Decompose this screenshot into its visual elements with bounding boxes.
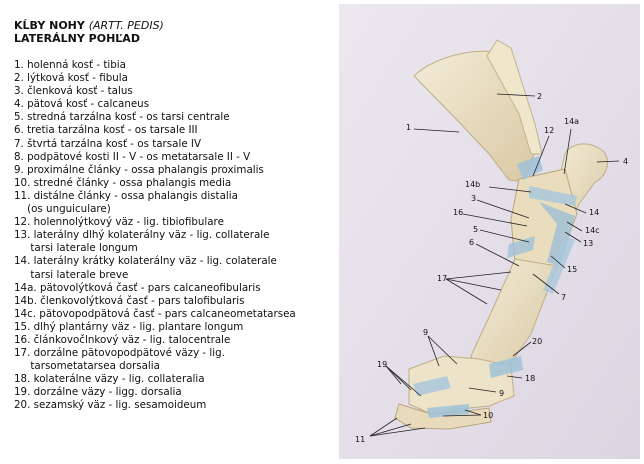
label-5: 5 [473, 225, 479, 234]
title-main: KĹBY NOHY [14, 19, 85, 32]
legend-item: 4. pätová kosť - calcaneus [14, 98, 150, 111]
legend-item: 19. dorzálne väzy - ligg. dorsalia [14, 386, 182, 399]
legend-item: 16. článkovočlnkový väz - lig. talocentrale [14, 333, 231, 346]
legend-item: 5. stredná tarzálna kosť - os tarsi centrale [14, 111, 230, 124]
label-12: 12 [544, 126, 555, 135]
legend-item: 12. holennolýtkový väz - lig. tibiofibulare [14, 216, 224, 229]
legend-item: 11. distálne články - ossa phalangis distalia [14, 189, 238, 202]
legend-item: 9. proximálne články - ossa phalangis proximalis [14, 163, 264, 176]
legend-item: 20. sezamský väz - lig. sesamoideum [14, 399, 207, 412]
label-19: 19 [377, 360, 388, 369]
label-1: 1 [406, 123, 412, 132]
legend-item: 14b. členkovolýtková časť - pars talofibularis [14, 294, 245, 307]
legend-item: 14. laterálny krátky kolaterálny väz - lig. colaterale [14, 255, 277, 268]
label-11: 11 [355, 435, 366, 444]
legend-item: 17. dorzálne pätovopodpätové väzy - lig. [14, 347, 225, 360]
legend-item: 13. laterálny dlhý kolaterálny väz - lig. collaterale [14, 229, 270, 242]
label-15: 15 [567, 265, 578, 274]
label-7: 7 [561, 293, 567, 302]
label-14b: 14b [465, 180, 481, 189]
legend-item: 15. dlhý plantárny väz - lig. plantare longum [14, 320, 244, 333]
page-subtitle: LATERÁLNY POHĽAD [14, 32, 140, 45]
label-9-lower: 9 [499, 389, 505, 398]
label-18: 18 [525, 374, 536, 383]
legend-item: (os unguiculare) [14, 203, 111, 216]
legend-item: 1. holenná kosť - tibia [14, 59, 126, 71]
label-14c: 14c [585, 226, 600, 235]
legend-panel [14, 19, 332, 413]
label-10: 10 [483, 411, 494, 420]
legend-item: 14c. pätovopodpätová časť - pars calcaneometatarsea [14, 307, 296, 320]
legend-list [14, 59, 332, 413]
legend-item: 8. podpätové kosti II - V - os metatarsale II - V [14, 150, 251, 163]
label-14: 14 [589, 208, 600, 217]
label-9-upper: 9 [423, 328, 429, 337]
legend-item: 2. lýtková kosť - fibula [14, 72, 128, 85]
legend-item: 6. tretia tarzálna kosť - os tarsale III [14, 124, 198, 137]
legend-item: 7. štvrtá tarzálna kosť - os tarsale IV [14, 137, 202, 150]
label-4: 4 [623, 157, 629, 166]
label-6: 6 [469, 238, 475, 247]
label-3: 3 [471, 194, 477, 203]
page-title [14, 19, 332, 32]
legend-item: 14a. pätovolýtková časť - pars calcaneofibularis [14, 281, 261, 294]
legend-item: tarsi laterale breve [14, 268, 129, 281]
legend-item: tarsometatarsea dorsalia [14, 360, 160, 373]
legend-item: 10. stredné články - ossa phalangis media [14, 176, 232, 189]
legend-item: tarsi laterale longum [14, 242, 138, 255]
label-13: 13 [583, 239, 594, 248]
legend-item: 18. kolaterálne väzy - lig. collateralia [14, 373, 205, 386]
foot-illustration [339, 4, 640, 459]
label-14a: 14a [564, 117, 580, 126]
title-latin: (ARTT. PEDIS) [88, 19, 164, 32]
label-2: 2 [537, 92, 543, 101]
label-20: 20 [532, 337, 543, 346]
label-16: 16 [453, 208, 464, 217]
legend-item: 3. členková kosť - talus [14, 85, 133, 98]
label-17: 17 [437, 274, 448, 283]
anatomy-figure [339, 4, 640, 459]
